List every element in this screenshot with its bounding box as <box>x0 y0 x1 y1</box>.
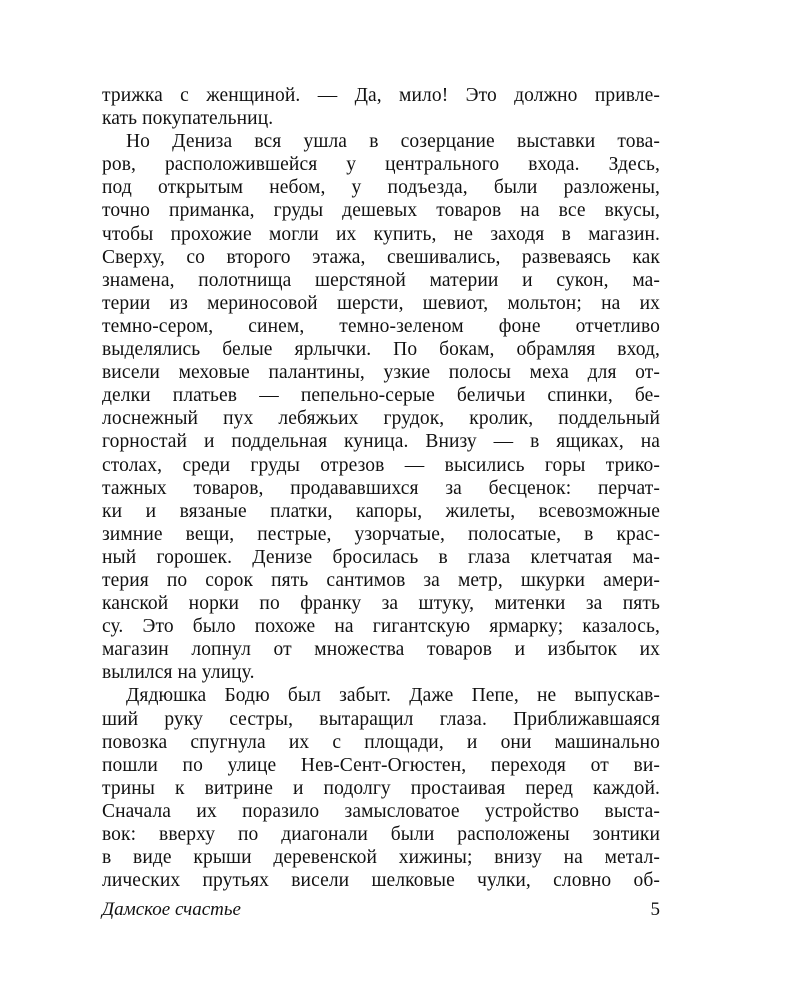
page-footer <box>102 897 660 923</box>
text-line: делки платьев — пепельно-серые беличьи спинки, бе- <box>102 385 660 407</box>
text-line: в виде крыши деревенской хижины; внизу на метал- <box>102 847 660 869</box>
text-line: трины к витрине и подолгу простаивая перед каждой. <box>102 777 660 799</box>
text-line: вок: вверху по диагонали были расположены зонтики <box>102 824 660 845</box>
text-line: Сверху, со второго этажа, свешивались, развеваясь как <box>102 246 660 268</box>
text-line: повозка спугнула их с площади, и они машинально <box>102 731 660 753</box>
text-line: столах, среди груды отрезов — высились горы трико- <box>102 454 660 476</box>
text-line: ший руку сестры, вытаращил глаза. Приближавшаяся <box>102 708 660 730</box>
text-line: пошли по улице Нев-Сент-Огюстен, переходя от ви- <box>102 754 660 776</box>
text-line: выделялись белые ярлычки. По бокам, обрамляя вход, <box>102 339 660 361</box>
paragraph-first-line: Дядюшка Бодю был забыт. Даже Пепе, не выпускав- <box>126 685 660 707</box>
text-line: лоснежный пух лебяжьих грудок, кролик, поддельный <box>102 408 660 430</box>
page-number: 5 <box>650 899 660 920</box>
text-line: горностай и поддельная куница. Внизу — в ящиках, на <box>102 431 660 453</box>
text-line: темно-сером, синем, темно-зеленом фоне отчетливо <box>102 315 660 337</box>
text-line: ный горошек. Денизе бросилась в глаза клетчатая ма- <box>102 546 660 568</box>
text-line: су. Это было похоже на гигантскую ярмарку; казалось, <box>102 616 660 638</box>
text-line: кать покупательниц. <box>102 108 274 130</box>
text-line: канской норки по франку за штуку, митенки за пять <box>102 593 660 615</box>
text-line: лических прутьях висели шелковые чулки, словно об- <box>102 870 660 892</box>
text-line: терия по сорок пять сантимов за метр, шкурки амери- <box>102 569 660 591</box>
text-line: чтобы прохожие могли их купить, не заходя в магазин. <box>102 223 660 245</box>
text-line: ров, расположившейся у центрального входа. Здесь, <box>102 154 660 176</box>
page-body <box>102 84 660 892</box>
text-line: терии из мериносовой шерсти, шевиот, мольтон; на их <box>102 292 660 314</box>
text-line: ки и вязаные платки, капоры, жилеты, всевозможные <box>102 500 660 522</box>
text-line: висели меховые палантины, узкие полосы меха для от- <box>102 362 660 384</box>
text-line: под открытым небом, у подъезда, были разложены, <box>102 177 660 199</box>
text-line: Сначала их поразило замысловатое устройство выста- <box>102 800 660 822</box>
text-line: точно приманка, груды дешевых товаров на все вкусы, <box>102 200 660 222</box>
text-line: знамена, полотнища шерстяной материи и сукон, ма- <box>102 269 660 291</box>
text-line: вылился на улицу. <box>102 662 255 684</box>
text-line: тажных товаров, продававшихся за бесценок: перчат- <box>102 477 660 499</box>
text-line: зимние вещи, пестрые, узорчатые, полосатые, в крас- <box>102 523 660 545</box>
paragraph-first-line: Но Дениза вся ушла в созерцание выставки това- <box>126 131 660 153</box>
text-line: трижка с женщиной. — Да, мило! Это должно привле- <box>102 85 660 106</box>
text-line: магазин лопнул от множества товаров и избыток их <box>102 639 660 661</box>
running-title: Дамское счастье <box>102 899 241 920</box>
